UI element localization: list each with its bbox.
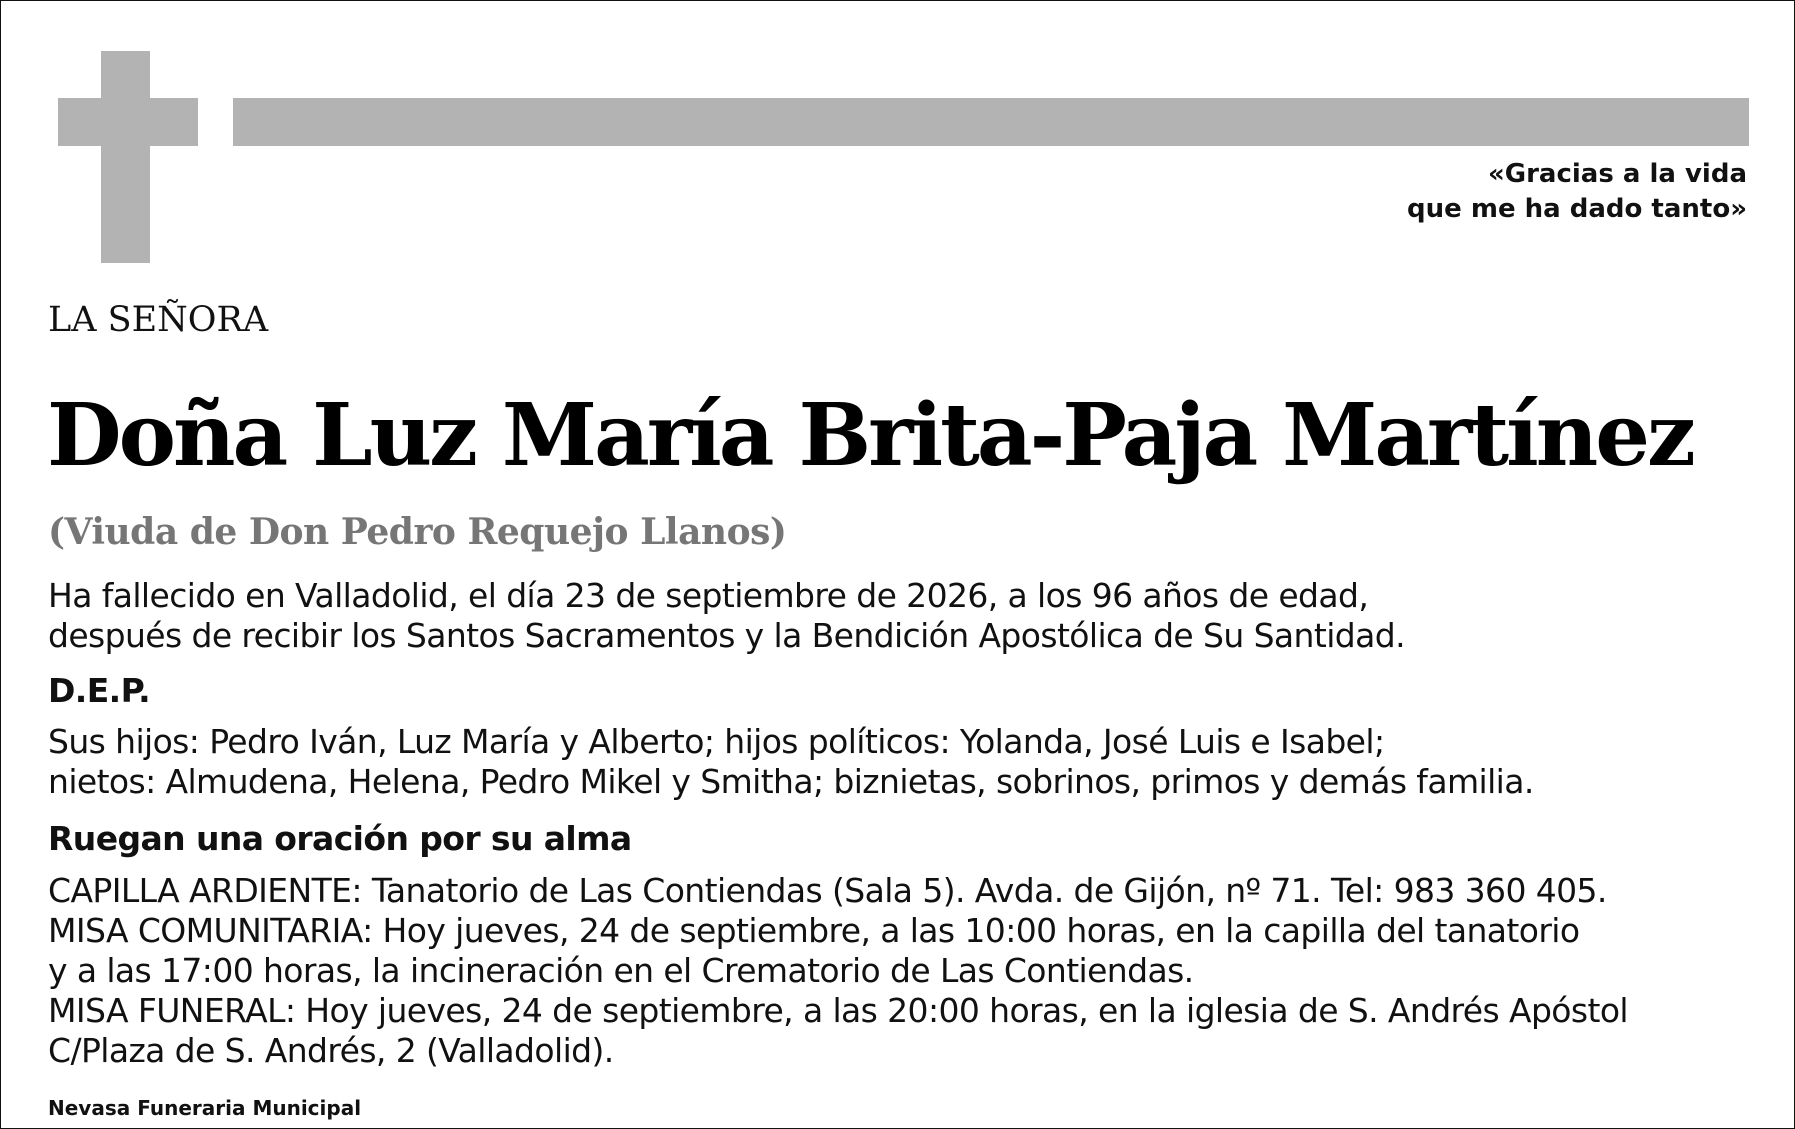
funeral-home-name: Nevasa Funeraria Municipal [48,1096,362,1120]
funeral-events [48,871,1628,1071]
event-line: MISA COMUNITARIA: Hoy jueves, 24 de septiembre, a las 10:00 horas, en la capilla del tanatorio [48,911,1580,950]
family-line-2: nietos: Almudena, Helena, Pedro Mikel y Smitha; biznietas, sobrinos, primos y demás familia. [48,762,1534,801]
event-line: MISA FUNERAL: Hoy jueves, 24 de septiembre, a las 20:00 horas, en la iglesia de S. Andrés Apóstol [48,991,1628,1030]
family-line-1: Sus hijos: Pedro Iván, Luz María y Alberto; hijos políticos: Yolanda, José Luis e Isabel; [48,722,1385,761]
event-line: C/Plaza de S. Andrés, 2 (Valladolid). [48,1031,614,1070]
event-line: CAPILLA ARDIENTE: Tanatorio de Las Contiendas (Sala 5). Avda. de Gijón, nº 71. Tel: 983 360 405. [48,871,1607,910]
cross-vertical-bar [101,51,150,263]
cross-horizontal-bar [58,98,198,146]
event-line: y a las 17:00 horas, la incineración en el Crematorio de Las Contiendas. [48,951,1194,990]
death-notice [48,576,1405,656]
dep-abbreviation: D.E.P. [48,671,151,710]
death-notice-line-2: después de recibir los Santos Sacramentos y la Bendición Apostólica de Su Santidad. [48,616,1405,655]
header-divider-bar [233,98,1749,146]
death-notice-line-1: Ha fallecido en Valladolid, el día 23 de septiembre de 2026, a los 96 años de edad, [48,576,1369,615]
family-list [48,722,1534,802]
deceased-name: Doña Luz María Brita-Paja Martínez [47,385,1693,486]
quote-line-2: que me ha dado tanto» [1407,194,1747,224]
quote-line-1: «Gracias a la vida [1487,159,1747,189]
honorific: LA SEÑORA [48,300,269,340]
widow-of: (Viuda de Don Pedro Requejo Llanos) [48,511,787,553]
prayer-request: Ruegan una oración por su alma [48,819,632,858]
epigraph-quote [1407,157,1747,227]
